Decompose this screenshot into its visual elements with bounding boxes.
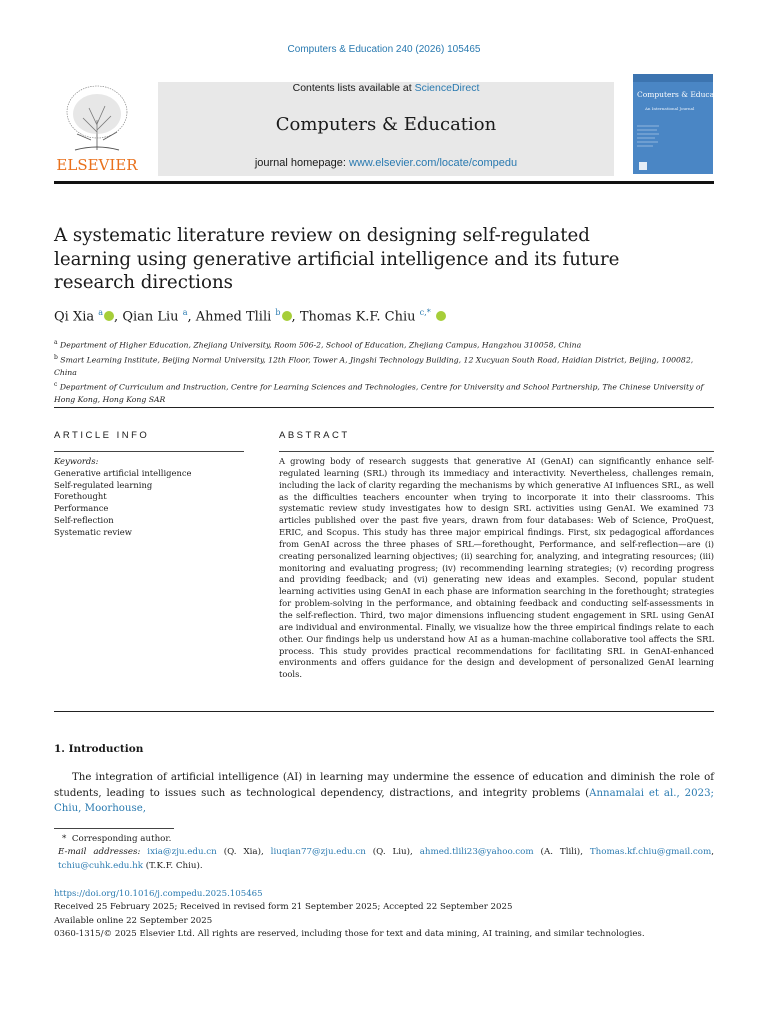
author-list: Qi Xia $^a$ , Qian Liu $^a$, Ahmed Tlili $^b$ , Thomas K.F. Chiu $^{c,*}$ [54,308,446,324]
affiliation-marker[interactable]: c,* [419,308,431,317]
orcid-icon[interactable] [104,311,114,321]
keyword: Self-reflection [54,514,114,525]
journal-homepage-link[interactable]: www.elsevier.com/locate/compedu [349,157,518,169]
email-owner: , [711,847,714,858]
email-owner: (A. Tlili), [533,847,590,858]
orcid-icon[interactable] [436,311,446,321]
corresponding-text: Corresponding author. [71,834,172,844]
available-online: Available online 22 September 2025 [54,915,213,926]
email-link[interactable]: Thomas.kf.chiu@gmail.com [589,847,712,858]
received-dates: Received 25 February 2025; Received in revised form 21 September 2025; Accepted 22 September 2025 [54,902,513,913]
sciencedirect-link[interactable]: ScienceDirect [414,82,480,94]
affiliation-sup: a [54,339,58,346]
affiliation [54,379,714,406]
affiliation-sup: b [54,353,58,361]
journal-cover-image[interactable] [633,74,729,174]
footnotes [54,833,714,873]
article-title: A systematic literature review on designing self-regulated learning using generative artificial intelligence and its future research directions [54,225,620,293]
emails-label: E-mail addresses: [58,847,148,858]
journal-reference-link[interactable]: Computers & Education 240 (2026) 105465 [287,44,481,55]
doi-link[interactable]: https://doi.org/10.1016/j.compedu.2025.105465 [54,889,263,899]
svg-text:An International Journal: An International Journal [645,106,695,111]
elsevier-logo [53,80,141,174]
abstract-end-rule [54,711,714,712]
keywords-list [54,456,254,539]
article-info-heading: ARTICLE INFO [54,430,150,441]
homepage-line [158,157,614,169]
homepage-prefix: journal homepage: [254,157,350,169]
footnote-rule [54,828,174,829]
abstract-heading: ABSTRACT [279,430,350,441]
author-name[interactable]: Qi Xia [54,309,95,325]
contents-line [158,82,614,94]
email-owner: (T.K.F. Chiu). [143,860,203,871]
keyword: Performance [54,503,109,514]
header-rule [54,181,714,184]
body-paragraph [54,770,714,817]
abstract-rule [279,451,714,452]
affiliation-text: Smart Learning Institute, Beijing Normal University, 12th Floor, Tower A, Jingshi Technology Building, 12 Xucyuan South Road, Haidian District, Beijing, 100082, China [54,355,694,377]
affiliation-marker[interactable]: a [98,308,104,317]
email-link[interactable]: ahmed.tlili23@yahoo.com [419,847,534,858]
keyword: Forethought [54,491,107,502]
section-rule [54,407,714,408]
email-owner: (Q. Liu), [365,847,420,858]
article-info-rule [54,451,244,452]
affiliation-text: Department of Higher Education, Zhejiang University, Room 506-2, School of Education, Zhejiang Campus, Hangzhou 310058, China [60,340,582,350]
email-link[interactable]: liuqian77@zju.edu.cn [270,847,366,858]
affiliations [54,337,714,406]
email-link[interactable]: ixia@zju.edu.cn [147,847,217,858]
email-link[interactable]: tchiu@cuhk.edu.hk [58,860,144,871]
svg-text:ELSEVIER: ELSEVIER [56,156,138,174]
affiliation-marker[interactable]: b [275,308,281,317]
email-addresses [54,846,714,873]
abstract-text: A growing body of research suggests that generative AI (GenAI) can significantly enhance self-regulated learning (SRL) through its immediacy and interactivity. Nevertheless, challenges remain, including the lack of clarity regarding the mechanisms by which generative AI influences SRL, as well as the difficulties teachers encounter when trying to incorporate it into their classrooms. This systematic review study investigates how to design SRL activities using GenAI. We examined 73 articles published over the past five years, drawn from four databases: Web of Science, ProQuest, ERIC, and Scopus. This study has three major empirical findings. First, six pedagogical affordances from GenAI across the three phases of SRL—forethought, Performance, and self-reflection—are (i) creating personalized learning objectives; (ii) searching for, analyzing, and integrating resources; (iii) monitoring and evaluating progress; (iv) recommending learning strategies; (v) recording progress and providing feedback; and (vi) generating new ideas and examples. Second, popular student learning activities using GenAI in each phase are information searching in the forethought; strategies for problem-solving in the performance, and obtaining feedback and conducting self-assessments in the self-reflection. Third, two major dimensions influencing student engagement in SRL using GenAI are individual and environmental. Finally, we visualize how the three empirical findings relate to each other. Our findings help us understand how AI as a human-machine collaborative tool affects the SRL process. This study provides practical recommendations for facilitating SRL in GenAI-enhanced environments and offers guidance for the design and development of personalized GenAI learning tools. [279,456,714,680]
keyword: Self-regulated learning [54,479,153,490]
paragraph-text: The integration of artificial intelligence (AI) in learning may undermine the essence of education and diminish the role of students, leading to issues such as technological dependency, distractions, and integrity problems ( [54,772,714,799]
svg-text:Computers & Education: Computers & Education [637,90,729,99]
author-name[interactable]: Thomas K.F. Chiu [299,309,416,325]
affiliation [54,352,714,379]
contents-prefix: Contents lists available at [292,82,415,94]
citation-link[interactable]: Annamalai et al., 2023; Chiu, Moorhouse, [54,787,714,814]
author-name[interactable]: Qian Liu [122,309,179,325]
email-owner: (Q. Xia), [216,847,271,858]
journal-name: Computers & Education [275,114,497,135]
corresponding-note: * Corresponding author. [62,834,172,844]
orcid-icon[interactable] [282,311,292,321]
copyright: 0360-1315/© 2025 Elsevier Ltd. All rights are reserved, including those for text and data mining, AI training, and similar technologies. [54,928,645,939]
author-name[interactable]: Ahmed Tlili [195,309,272,325]
affiliation-marker[interactable]: a [182,308,188,317]
affiliation [54,337,714,352]
section-heading: 1. Introduction [54,743,144,755]
affiliation-sup: c [54,380,58,388]
keyword: Systematic review [54,526,132,537]
affiliation-text: Department of Curriculum and Instruction, Centre for Learning Sciences and Technologies, Centre for University and School Partnership, The Chinese University of Hong Kong, Hong Kong SAR [54,382,704,404]
publication-info [54,888,714,941]
keywords-label: Keywords: [54,456,99,466]
keyword: Generative artificial intelligence [54,467,192,478]
